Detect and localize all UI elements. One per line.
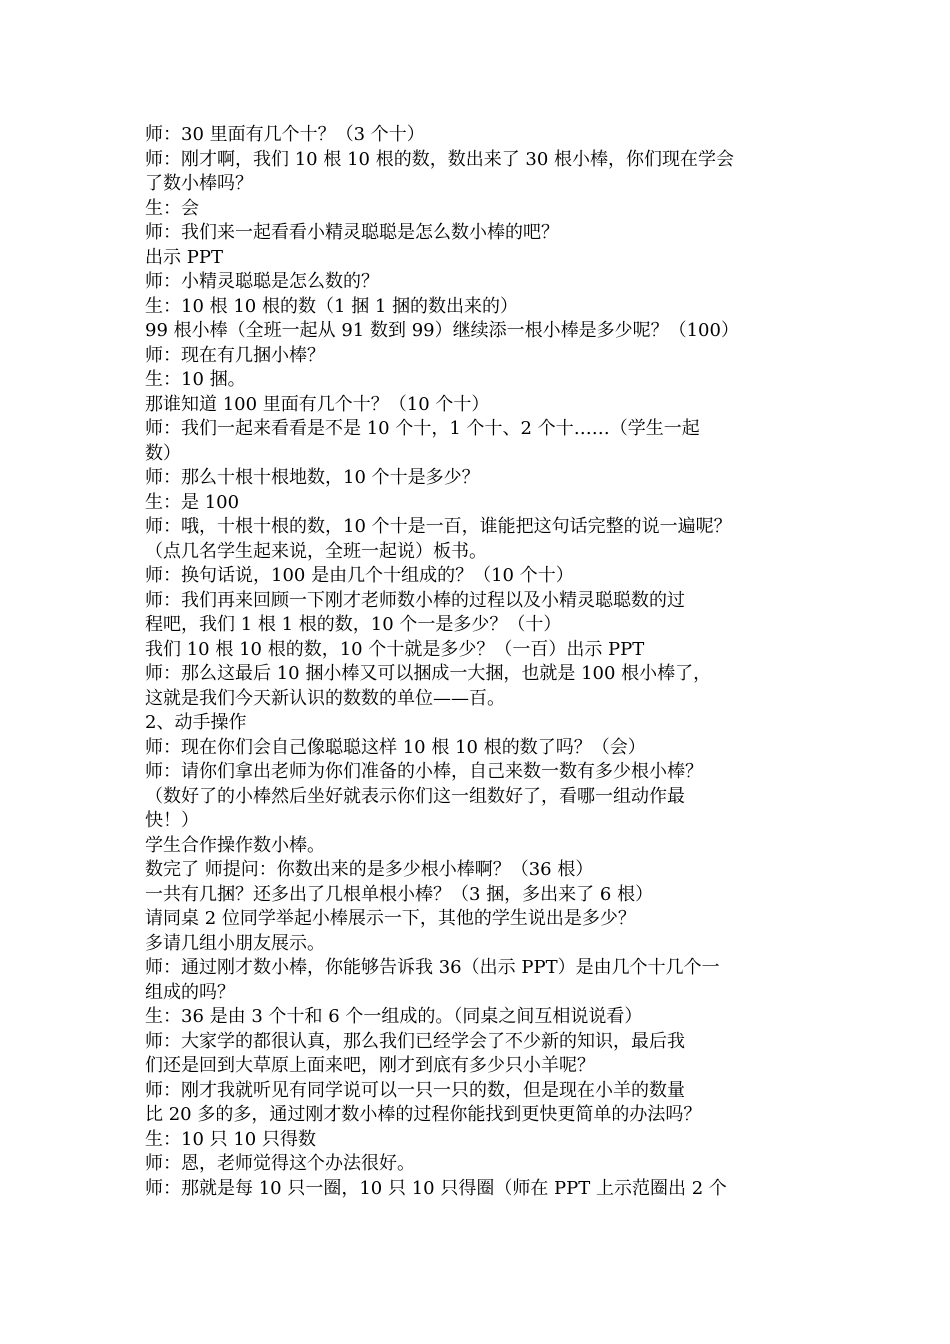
- text-line: 生：36 是由 3 个十和 6 个一组成的。（同桌之间互相说说看）: [145, 1006, 643, 1027]
- text-line: 数完了 师提问：你数出来的是多少根小棒啊？（36 根）: [145, 859, 594, 880]
- text-line: 多请几组小朋友展示。: [145, 932, 325, 954]
- text-line: 师：请你们拿出老师为你们准备的小棒，自己来数一数有多少根小棒？: [145, 761, 703, 782]
- text-line: 请同桌 2 位同学举起小棒展示一下，其他的学生说出是多少？: [145, 908, 636, 929]
- text-line: 2、动手操作: [145, 712, 247, 733]
- text-line: 出示 PPT: [145, 246, 223, 268]
- text-line: 这就是我们今天新认识的数数的单位——百。: [145, 687, 505, 709]
- text-line: 生：10 根 10 根的数（1 捆 1 捆的数出来的）: [145, 295, 519, 317]
- text-line: 师：我们再来回顾一下刚才老师数小棒的过程以及小精灵聪聪数的过: [145, 589, 685, 611]
- text-line: 我们 10 根 10 根的数，10 个十就是多少？（一百）出示 PPT: [145, 638, 645, 660]
- text-line: 生：会: [145, 197, 199, 219]
- text-line: 师：换句话说，100 是由几个十组成的？（10 个十）: [145, 565, 574, 586]
- document-body: [145, 123, 825, 1201]
- text-line: 比 20 多的多，通过刚才数小棒的过程你能找到更快更简单的办法吗？: [145, 1104, 702, 1125]
- text-line: 那谁知道 100 里面有几个十？（10 个十）: [145, 393, 490, 415]
- text-line: 数）: [145, 442, 181, 464]
- text-line: 师：恩，老师觉得这个办法很好。: [145, 1153, 415, 1174]
- text-line: 组成的吗？: [145, 981, 235, 1003]
- text-line: 99 根小棒（全班一起从 91 数到 99）继续添一根小棒是多少呢？（100）: [145, 320, 739, 341]
- text-line: 学生合作操作数小棒。: [145, 834, 325, 856]
- text-line: 师：那么十根十根地数，10 个十是多少？: [145, 467, 480, 488]
- text-line: （数好了的小棒然后坐好就表示你们这一组数好了，看哪一组动作最: [145, 785, 685, 807]
- text-line: （点几名学生起来说，全班一起说）板书。: [145, 540, 487, 562]
- text-line: 生：10 只 10 只得数: [145, 1128, 316, 1150]
- text-line: 师：我们一起来看看是不是 10 个十，1 个十、2 个十……（学生一起: [145, 418, 700, 439]
- text-line: 们还是回到大草原上面来吧，刚才到底有多少只小羊呢？: [145, 1055, 595, 1076]
- text-line: 师：现在有几捆小棒？: [145, 344, 325, 366]
- text-line: 师：现在你们会自己像聪聪这样 10 根 10 根的数了吗？（会）: [145, 736, 646, 758]
- text-line: 师：哦，十根十根的数，10 个十是一百，谁能把这句话完整的说一遍呢？: [145, 516, 732, 537]
- text-line: 师：那么这最后 10 捆小棒又可以捆成一大捆，也就是 100 根小棒了，: [145, 663, 712, 684]
- text-line: 程吧，我们 1 根 1 根的数，10 个一是多少？（十）: [145, 614, 562, 635]
- text-line: 师：刚才啊，我们 10 根 10 根的数，数出来了 30 根小棒，你们现在学会: [145, 148, 735, 170]
- text-line: 师：通过刚才数小棒，你能够告诉我 36（出示 PPT）是由几个十几个一: [145, 957, 720, 978]
- text-line: 了数小棒吗？: [145, 173, 253, 194]
- text-line: 师：我们来一起看看小精灵聪聪是怎么数小棒的吧？: [145, 222, 559, 243]
- text-line: 师：30 里面有几个十？（3 个十）: [145, 124, 425, 145]
- text-line: 师：刚才我就听见有同学说可以一只一只的数，但是现在小羊的数量: [145, 1079, 685, 1101]
- text-line: 师：小精灵聪聪是怎么数的？: [145, 271, 379, 292]
- text-line: 快！）: [145, 810, 199, 831]
- text-line: 一共有几捆？还多出了几根单根小棒？（3 捆，多出来了 6 根）: [145, 883, 654, 905]
- text-line: 师：那就是每 10 只一圈，10 只 10 只得圈（师在 PPT 上示范圈出 2 个: [145, 1177, 727, 1199]
- text-line: 生：是 100: [145, 491, 240, 513]
- text-line: 师：大家学的都很认真，那么我们已经学会了不少新的知识，最后我: [145, 1030, 685, 1052]
- text-line: 生：10 捆。: [145, 369, 246, 390]
